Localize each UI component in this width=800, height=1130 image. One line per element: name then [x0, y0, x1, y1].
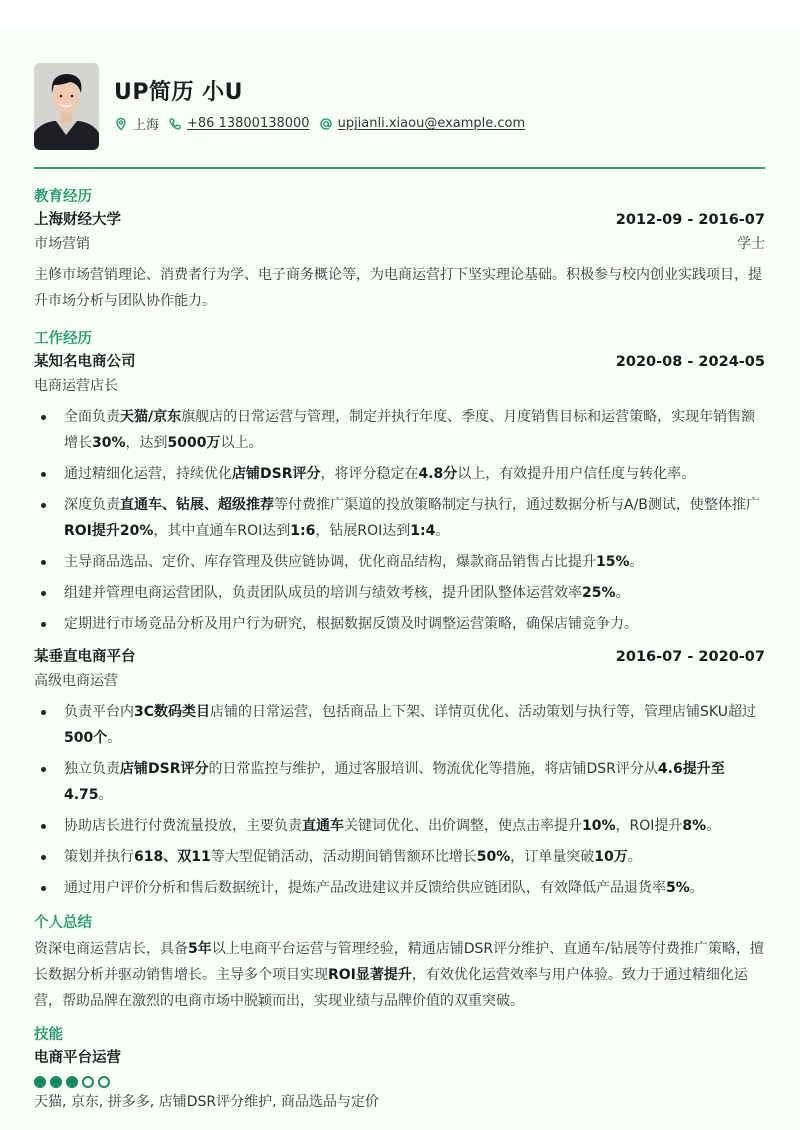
job-dates: 2016-07 - 2020-07	[615, 649, 765, 665]
bullet-item: 通过用户评价分析和售后数据统计，提炼产品改进建议并反馈给供应链团队，有效降低产品退货率5%。	[34, 875, 765, 901]
job-bullets	[34, 699, 765, 901]
major: 市场营销	[34, 236, 90, 252]
bullet-item: 协助店长进行付费流量投放，主要负责直通车关键词优化、出价调整，使点击率提升10%，ROI提升8%。	[34, 813, 765, 839]
bullet-item: 主导商品选品、定价、库存管理及供应链协调，优化商品结构，爆款商品销售占比提升15%。	[34, 549, 765, 575]
job-role: 高级电商运营	[34, 673, 118, 689]
skill-level-rating	[34, 1076, 765, 1088]
education-section	[34, 186, 765, 314]
bullet-item: 通过精细化运营，持续优化店铺DSR评分，将评分稳定在4.8分以上，有效提升用户信任度与转化率。	[34, 461, 765, 487]
candidate-name: UP简历 小U	[114, 80, 244, 105]
bullet-item: 独立负责店铺DSR评分的日常监控与维护，通过客服培训、物流优化等措施，将店铺DSR评分从4.6提升至4.75。	[34, 756, 765, 808]
summary-section	[34, 912, 765, 1014]
at-icon	[319, 117, 333, 131]
section-title: 工作经历	[34, 331, 92, 347]
profile-photo	[34, 63, 99, 150]
header-divider	[34, 167, 765, 169]
bullet-item: 策划并执行618、双11等大型促销活动，活动期间销售额环比增长50%，订单量突破10万。	[34, 844, 765, 870]
job-entry	[34, 645, 765, 901]
job-bullets	[34, 404, 765, 637]
bullet-item: 深度负责直通车、钻展、超级推荐等付费推广渠道的投放策略制定与执行，通过数据分析与A/B测试，使整体推广ROI提升20%，其中直通车ROI达到1:6，钻展ROI达到1:4。	[34, 492, 765, 544]
bullet-item: 定期进行市场竞品分析及用户行为研究，根据数据反馈及时调整运营策略，确保店铺竞争力。	[34, 611, 765, 637]
phone-link[interactable]: +86 13800138000	[187, 116, 310, 131]
contact-row	[114, 114, 534, 133]
filled-dot-icon	[34, 1076, 46, 1088]
email-item	[319, 116, 526, 131]
bullet-item: 全面负责天猫/京东旗舰店的日常运营与管理，制定并执行年度、季度、月度销售目标和运营策略，实现年销售额增长30%，达到5000万以上。	[34, 404, 765, 456]
email-link[interactable]: upjianli.xiaou@example.com	[337, 116, 526, 131]
skill-tags: 天猫, 京东, 拼多多, 店铺DSR评分维护, 商品选品与定价	[34, 1094, 379, 1110]
job-role: 电商运营店长	[34, 378, 118, 394]
phone-item	[168, 116, 310, 131]
degree: 学士	[737, 236, 765, 252]
filled-dot-icon	[50, 1076, 62, 1088]
resume-header	[34, 63, 534, 150]
section-title: 技能	[34, 1027, 63, 1043]
summary-text: 资深电商运营店长，具备5年以上电商平台运营与管理经验，精通店铺DSR评分维护、直通车/钻展等付费推广策略，擅长数据分析并驱动销售增长。主导多个项目实现ROI显著提升，有效优化运营效率与用户体验。致力于通过精细化运营，帮助品牌在激烈的电商市场中脱颖而出，实现业绩与品牌价值的双重突破。	[34, 941, 764, 1009]
resume-page	[0, 28, 800, 1130]
phone-icon	[168, 117, 182, 131]
bullet-item: 负责平台内3C数码类目店铺的日常运营，包括商品上下架、详情页优化、活动策划与执行等，管理店铺SKU超过500个。	[34, 699, 765, 751]
education-dates: 2012-09 - 2016-07	[615, 212, 765, 228]
section-title: 教育经历	[34, 189, 92, 205]
empty-dot-icon	[82, 1076, 94, 1088]
location-item	[114, 114, 159, 133]
skills-section	[34, 1024, 765, 1112]
resume-content	[34, 186, 765, 1112]
school-name: 上海财经大学	[34, 212, 121, 228]
section-title: 个人总结	[34, 915, 92, 931]
job-entry	[34, 350, 765, 637]
bullet-item: 组建并管理电商运营团队，负责团队成员的培训与绩效考核，提升团队整体运营效率25%。	[34, 580, 765, 606]
person-photo-icon	[34, 63, 99, 150]
work-section	[34, 328, 765, 901]
filled-dot-icon	[66, 1076, 78, 1088]
job-dates: 2020-08 - 2024-05	[615, 354, 765, 370]
company-name: 某垂直电商平台	[34, 649, 136, 665]
education-description: 主修市场营销理论、消费者行为学、电子商务概论等，为电商运营打下坚实理论基础。积极参与校内创业实践项目，提升市场分析与团队协作能力。	[34, 267, 762, 309]
map-pin-icon	[114, 117, 128, 131]
location-text: 上海	[133, 118, 160, 133]
company-name: 某知名电商公司	[34, 354, 136, 370]
empty-dot-icon	[98, 1076, 110, 1088]
skill-name: 电商平台运营	[34, 1050, 121, 1066]
